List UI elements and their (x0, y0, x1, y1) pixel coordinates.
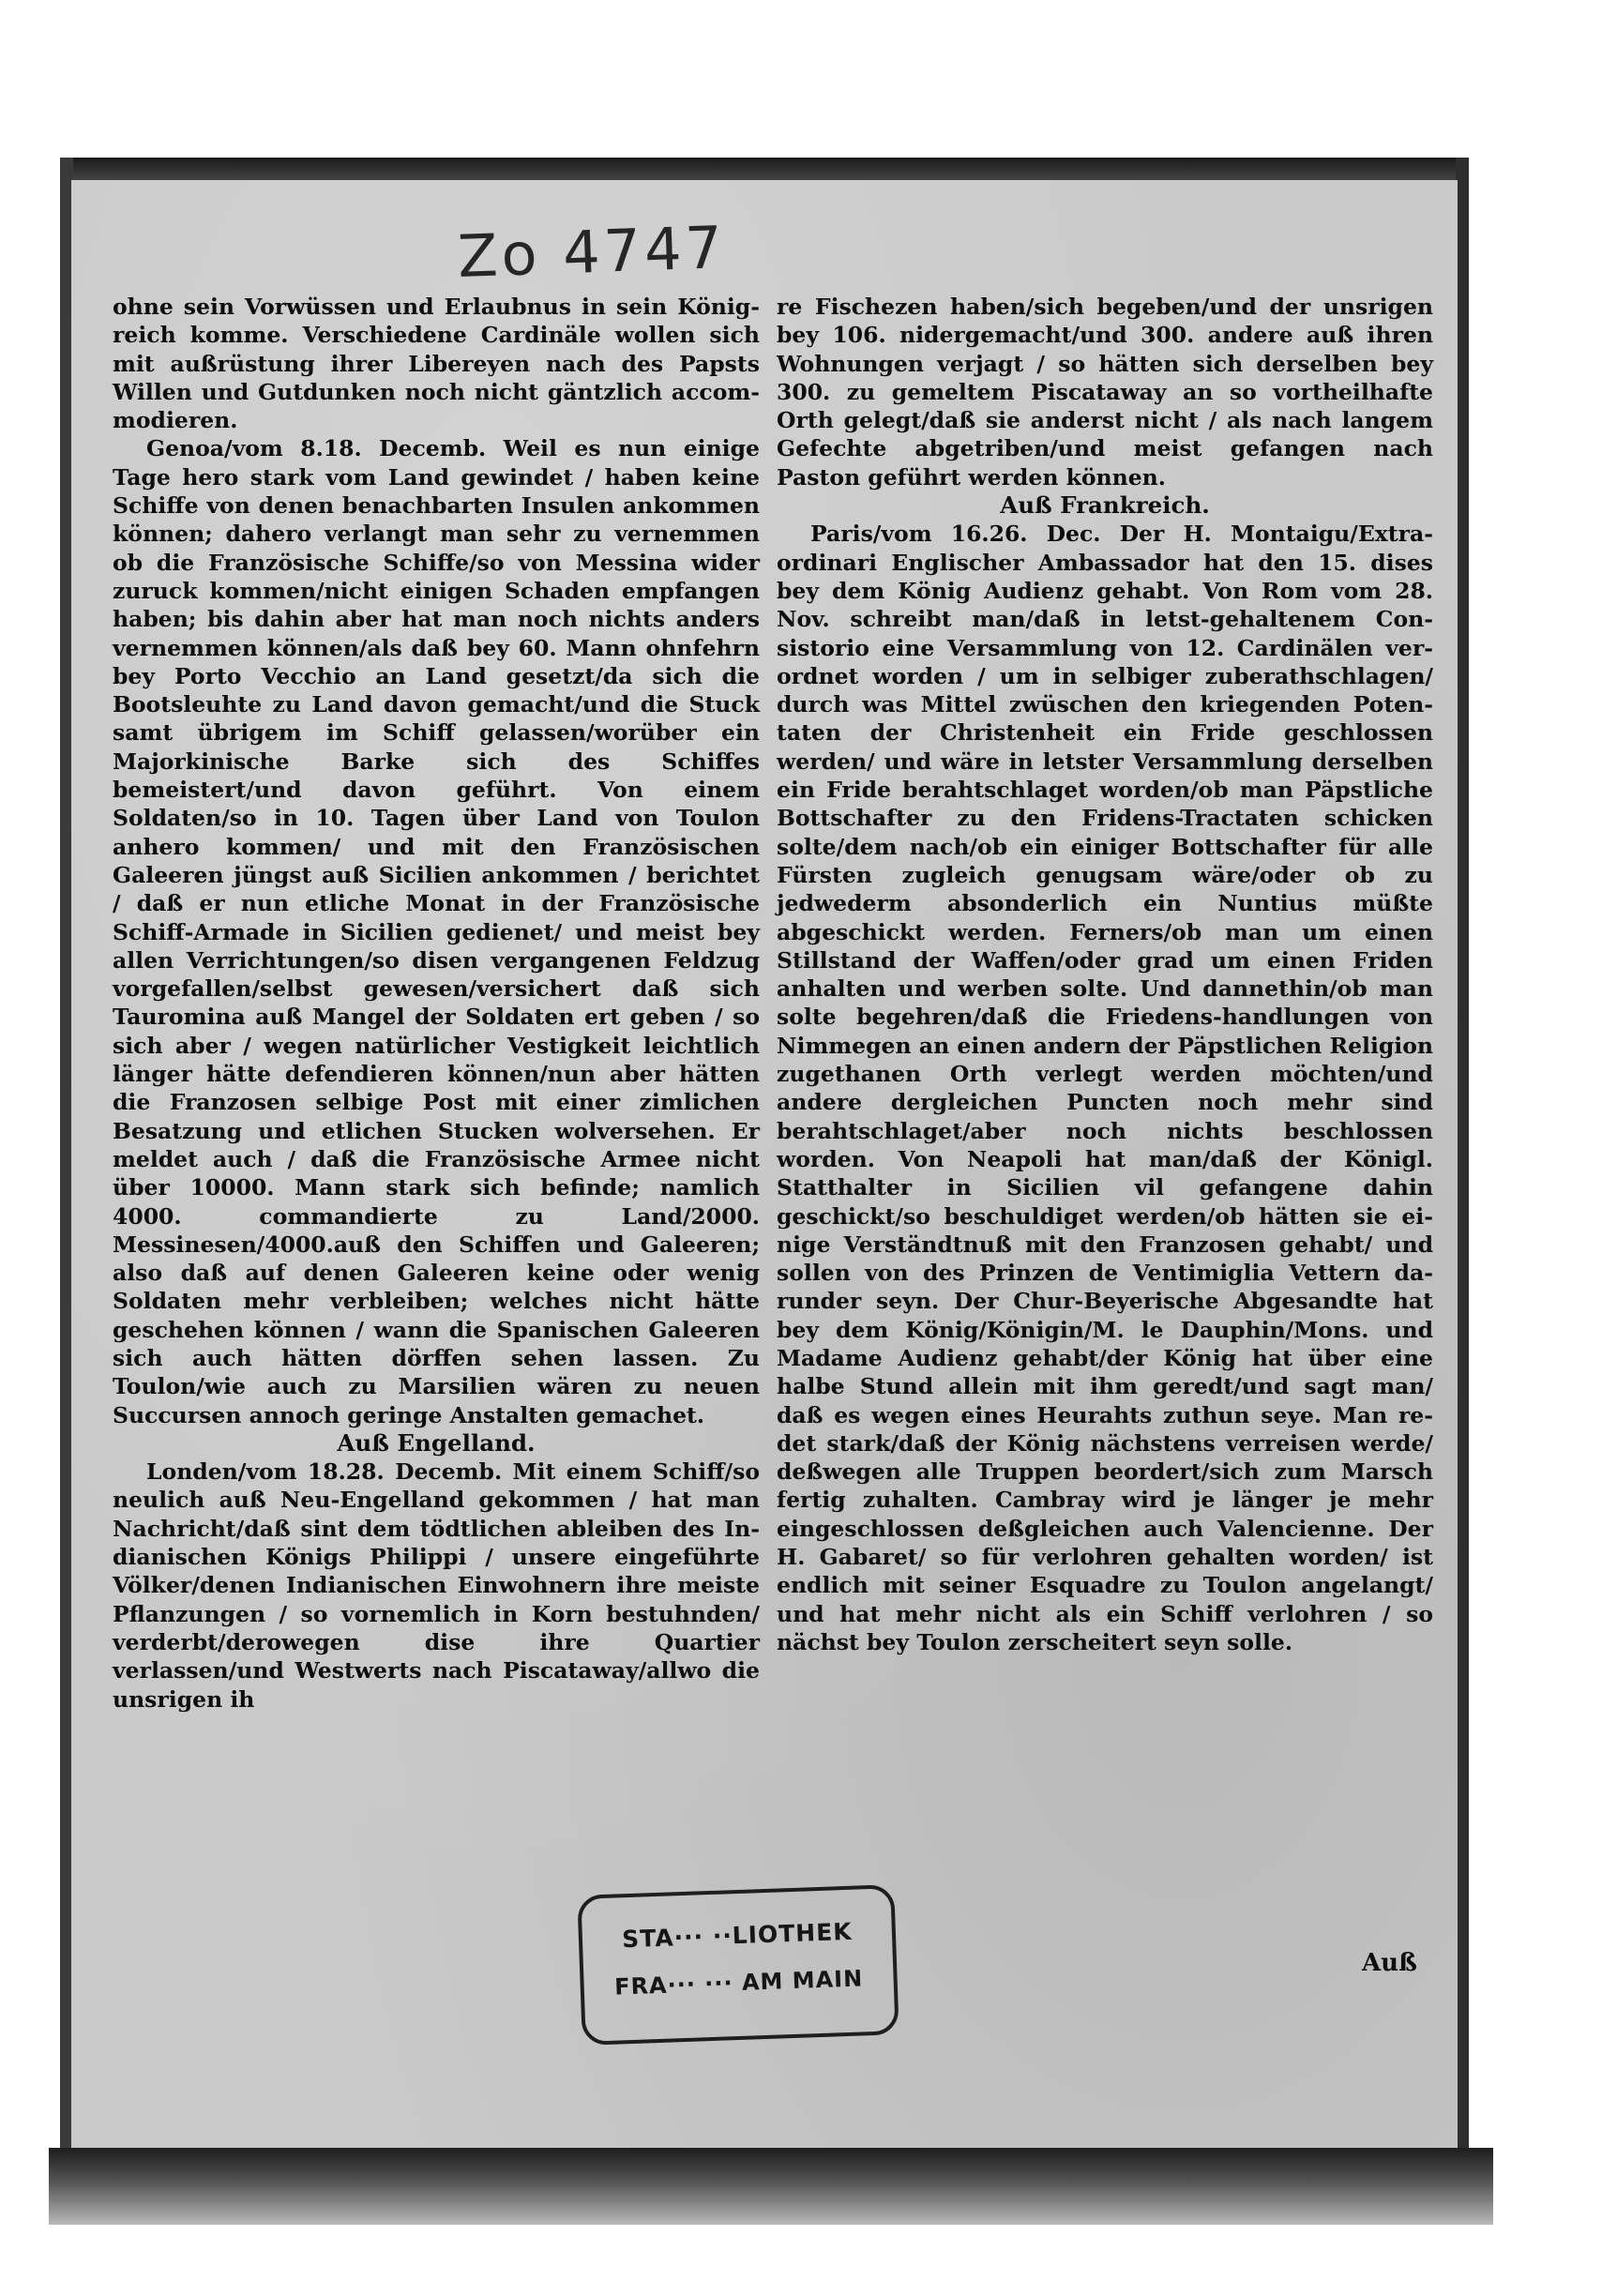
section-heading-france: Auß Frankreich. (1000, 491, 1210, 520)
library-stamp (577, 1884, 899, 2046)
scan-frame-right (1456, 158, 1469, 2160)
paragraph-genoa: Genoa/vom 8.18. Decemb. Weil es nun einige Tage hero stark vom Land gewindet / haben keine Schiffe von denen benachbarten Insulen ankommen können; dahero verlangt man sehr zu vernemmen ob die Französische Schiffe/so von Messina wider zuruck kommen/nicht einigen Schaden empfangen haben; bis dahin aber hat man noch nichts anders vernemmen können/als daß bey 60. Mann ohnfehrn bey Porto Vecchio an Land gesetzt/da sich die Bootsleuhte zu Land davon gemacht/und die Stuck samt übrigem im Schiff gelassen/worüber ein Majorkinische Barke sich des Schiffes bemeistert/und davon geführt. Von einem Soldaten/so in 10. Tagen über Land von Toulon anhero kommen/ und mit den Französischen Galeeren jüngst auß Sicilien ankommen / berichtet / daß er nun etliche Monat in der Französische Schiff-Armade in Sicilien gedienet/ und meist bey allen Verrichtungen/so disen vergangenen Feldzug vorgefallen/selbst gewesen/versichert daß sich Tauromina auß Mangel der Soldaten ert geben / so sich aber / wegen natürlicher Vestigkeit leichtlich länger hätte defendieren können/nun aber hätten die Franzosen selbige Post mit einer zimlichen Besatzung und etlichen Stucken wolversehen. Er meldet auch / daß die Französische Armee nicht über 10000. Mann stark sich befinde; namlich 4000. commandierte zu Land/2000. Messinesen/4000.auß den Schiffen und Galeeren; also daß auf denen Galeeren keine oder wenig Soldaten mehr verbleiben; welches nicht hätte geschehen können / wann die Spanischen Galeeren sich auch hätten dörffen sehen lassen. Zu Toulon/wie auch zu Marsilien wären zu neuen Succursen annoch geringe Anstalten gemachet. (113, 435, 760, 1428)
paragraph-rome-continuation: ohne sein Vorwüssen und Erlaubnus in sein Königreich komme. Verschiedene Cardinäle wollen sich mit außrüstung ihrer Libereyen nach des Papsts Willen und Gutdunken noch nicht gäntzlich accommodieren. (113, 294, 760, 434)
paragraph-london: Londen/vom 18.28. Decemb. Mit einem Schiff/so neulich auß Neu-Engelland gekommen / hat man Nachricht/daß sint dem tödtlichen ableiben des Indianischen Königs Philippi / unsere eingeführte Völker/denen Indianischen Einwohnern ihre meiste Pflanzungen / so vornemlich in Korn bestuhnden/ verderbt/derowegen dise ihre Quartier verlassen/und Westwerts nach Piscataway/allwo die unsrigen ih (113, 1458, 760, 1713)
right-column (777, 293, 1433, 1656)
section-heading-england: Auß Engelland. (337, 1428, 536, 1457)
paragraph-paris: Paris/vom 16.26. Dec. Der H. Montaigu/Extra-ordinari Englischer Ambassador hat den 15. dises bey dem König Audienz gehabt. Von Rom vom 28. Nov. schreibt man/daß in letst-gehaltenem Consistorio eine Versammlung von 12. Cardinälen verordnet worden / um in selbiger zuberathschlagen/ durch was Mittel zwüschen den kriegenden Potentaten der Christenheit ein Fride geschlossen werden/ und wäre in letster Versammlung derselben ein Fride berahtschlaget worden/ob man Päpstliche Bottschafter zu den Fridens-Tractaten schicken solte/dem nach/ob ein einiger Bottschafter für alle Fürsten zugleich genugsam wäre/oder ob zu jedwederm absonderlich ein Nuntius müßte abgeschickt werden. Ferners/ob man um einen Stillstand der Waffen/oder grad um einen Friden anhalten und werben solte. Und dannethin/ob man solte begehren/daß die Friedens-handlungen von Nimmegen an einen andern der Päpstlichen Religion zugethanen Orth verlegt werden möchten/und andere dergleichen Puncten noch mehr sind berahtschlaget/aber noch nichts beschlossen worden. Von Neapoli hat man/daß der Königl. Statthalter in Sicilien vil gefangene dahin geschickt/so beschuldiget werden/ob hätten sie einige Verständtnuß mit den Franzosen gehabt/ und sollen von des Prinzen de Ventimiglia Vettern darunder seyn. Der Chur-Beyerische Abgesandte hat bey dem König/Königin/M. le Dauphin/Mons. und Madame Audienz gehabt/der König hat über eine halbe Stund allein mit ihm geredt/und sagt man/ daß es wegen eines Heurahts zuthun seye. Man redet stark/daß der König nächstens verreisen werde/ deßwegen alle Truppen beordert/sich zum Marsch fertig zuhalten. Cambray wird je länger je mehr eingeschlossen deßgleichen auch Valencienne. Der H. Gabaret/ so für verlohren gehalten worden/ ist endlich mit seiner Esquadre zu Toulon angelangt/ und hat mehr nicht als ein Schiff verlohren / so nächst bey Toulon zerscheitert seyn solle. (777, 521, 1433, 1655)
catchword: Auß (1362, 1949, 1417, 1977)
handwritten-shelfmark: Zo 4747 (456, 213, 728, 291)
stamp-line-1: STA··· ··LIOTHEK (621, 1917, 854, 1954)
stamp-line-2: FRA··· ··· AM MAIN (613, 1965, 864, 2001)
left-column (113, 293, 760, 1714)
scan-frame-bottom (49, 2148, 1493, 2225)
paragraph-london-continuation: re Fischezen haben/sich begeben/und der unsrigen bey 106. nidergemacht/und 300. andere auß ihren Wohnungen verjagt / so hätten sich derselben bey 300. zu gemeltem Piscataway an so vortheilhafte Orth gelegt/daß sie anderst nicht / als nach langem Gefechte abgetriben/und meist gefangen nach Paston geführt werden können. (777, 294, 1433, 491)
